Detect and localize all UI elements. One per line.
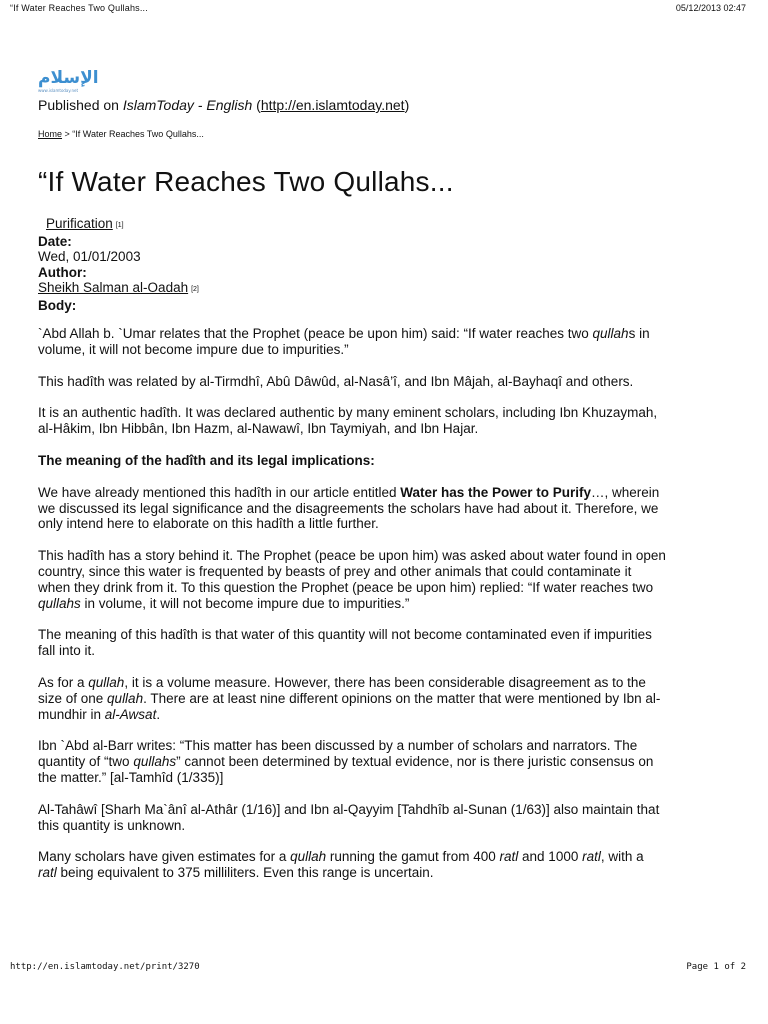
body-paragraph: This hadîth was related by al-Tirmdhî, Abû Dâwûd, al-Nasâ’î, and Ibn Mâjah, al-Bayhaqî and others.: [38, 373, 634, 389]
text-run: ” cannot been determined by textual evidence, nor is there juristic consensus on the matter.” [al-Tamhîd (1/335)]: [38, 754, 654, 785]
text-run: …, wherein we discussed its legal significance and the disagreements the scholars have had about it. Therefore, we only intend here to elaborate on this hadîth a little further.: [38, 484, 660, 532]
breadcrumb-separator: >: [62, 129, 73, 139]
published-line: [38, 97, 409, 113]
text-run: . There are at least nine different opinions on the matter that were mentioned by Ibn al-mundhir in: [38, 690, 661, 722]
text-run: , it is a volume measure. However, there has been considerable disagreement as to the size of one: [38, 674, 646, 706]
date-label: Date:: [38, 233, 72, 249]
print-footer-page: Page 1 of 2: [686, 962, 746, 972]
site-logo: [38, 68, 99, 94]
published-prefix: Published on: [38, 97, 123, 113]
body-paragraph: [38, 326, 666, 358]
body-paragraph: [38, 548, 666, 611]
text-run: s in volume, it will not become impure due to impurities.”: [38, 326, 650, 357]
body-paragraph: Al-Tahâwî [Sharh Ma`ânî al-Athâr (1/16)] and Ibn al-Qayyim [Tahdhîb al-Sunan (1/63)] also maintain that this quantity is unknown.: [38, 801, 660, 833]
text-run: We have already mentioned this hadîth in our article entitled: [38, 484, 401, 500]
body-paragraph: The meaning of this hadîth is that water of this quantity will not become contaminated even if impurities fall into it.: [38, 627, 652, 659]
text-run: `Abd Allah b. `Umar relates that the Prophet (peace be upon him) said: “If water reaches two: [38, 326, 593, 341]
body-paragraph: [38, 738, 666, 785]
italic-term: al-Awsat: [104, 706, 157, 722]
category-footnote-ref: [1]: [115, 222, 124, 229]
print-footer-url: http://en.islamtoday.net/print/3270: [10, 962, 200, 972]
category-link[interactable]: Purification: [46, 216, 113, 231]
article-reference: Water has the Power to Purify: [400, 484, 592, 500]
text-run: .: [156, 706, 161, 722]
italic-term: ratl: [582, 849, 601, 865]
body-label: Body:: [38, 297, 77, 313]
body-paragraph: It is an authentic hadîth. It was declared authentic by many eminent scholars, including Ibn Khuzaymah, al-Hâkim, Ibn Hibbân, Ibn Hazm, al-Nawawî, Ibn Taymiyah, and Ibn Hajar.: [38, 405, 658, 437]
text-run: , with a: [600, 849, 644, 865]
site-logo-text: الإسلام: [38, 68, 99, 88]
author-link[interactable]: Sheikh Salman al-Oadah: [38, 280, 189, 296]
text-run: Ibn `Abd al-Barr writes: “This matter has been discussed by a number of scholars and narrators. The quantity of “two: [38, 738, 638, 770]
italic-term: qullahs: [38, 595, 81, 611]
breadcrumb: [38, 129, 204, 139]
text-run: and 1000: [518, 849, 583, 865]
italic-term: qullahs: [133, 754, 177, 770]
breadcrumb-current: “If Water Reaches Two Qullahs...: [72, 129, 204, 139]
site-logo-url: www.islamtoday.net: [38, 88, 79, 93]
body-paragraph: [38, 485, 666, 532]
text-run: running the gamut from 400: [326, 849, 500, 865]
italic-term: ratl: [499, 849, 519, 865]
section-heading: The meaning of the hadîth and its legal implications:: [38, 452, 375, 468]
text-run: in volume, it will not become impure due to impurities.”: [80, 595, 410, 611]
breadcrumb-home-link[interactable]: Home: [38, 129, 63, 139]
italic-term: qullah: [88, 674, 125, 690]
page-title: “If Water Reaches Two Qullahs...: [38, 166, 454, 197]
print-header-date: 05/12/2013 02:47: [675, 3, 746, 13]
italic-term: qullah: [592, 326, 629, 341]
body-paragraph: [38, 675, 666, 722]
italic-term: qullah: [290, 849, 327, 865]
text-run: As for a: [38, 674, 89, 690]
author-footnote-ref: [2]: [191, 286, 199, 294]
author-label: Author:: [38, 264, 87, 280]
body-paragraph: [38, 849, 666, 881]
print-header-title: “If Water Reaches Two Qullahs...: [10, 3, 148, 13]
published-open: (: [252, 97, 261, 113]
text-run: This hadîth has a story behind it. The Prophet (peace be upon him) was asked about water found in open country, since this water is frequented by beasts of prey and other animals that could contaminate it when they drink from it. To this question the Prophet (peace be upon him) replied: “If water reaches two: [38, 548, 666, 595]
italic-term: qullah: [107, 690, 144, 706]
date-value: Wed, 01/01/2003: [38, 249, 141, 265]
text-run: being equivalent to 375 milliliters. Even this range is uncertain.: [56, 865, 434, 881]
published-close: ): [404, 97, 410, 113]
italic-term: ratl: [38, 865, 57, 881]
article-meta: [38, 216, 199, 314]
published-site: IslamToday - English: [122, 97, 253, 113]
text-run: Many scholars have given estimates for a: [38, 849, 291, 865]
article-body: [38, 326, 666, 897]
published-url-link[interactable]: http://en.islamtoday.net: [260, 97, 405, 113]
